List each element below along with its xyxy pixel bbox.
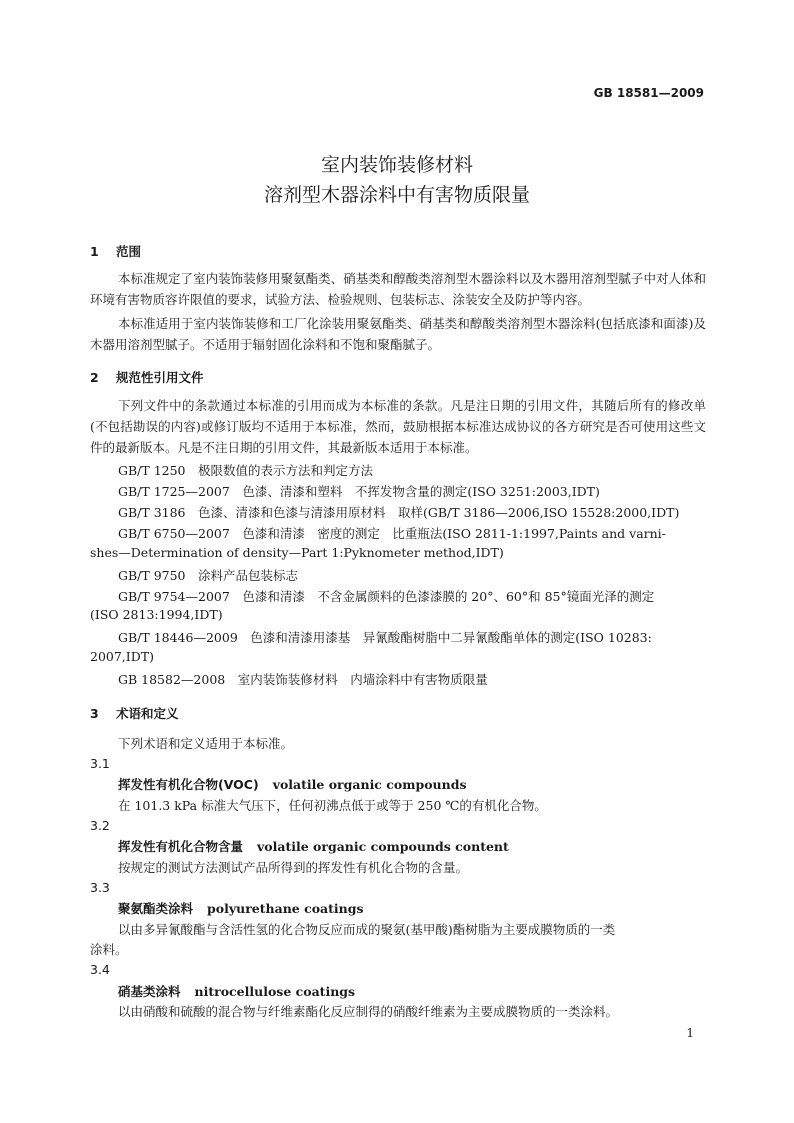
term-definition: 按规定的测试方法测试产品所得到的挥发性有机化合物的含量。 <box>118 860 469 875</box>
title-line-2: 溶剂型木器涂料中有害物质限量 <box>263 184 530 206</box>
term-definition: 以由多异氰酸酯与含活性氢的化合物反应而成的聚氨(基甲酸)酯树脂为主要成膜物质的一类 <box>118 922 616 937</box>
term-number: 3.2 <box>90 818 110 833</box>
term-zh: 聚氨酯类涂料 <box>118 901 194 916</box>
standard-number: GB 18581—2009 <box>593 86 704 100</box>
reference-line: GB/T 1250 极限数值的表示方法和判定方法 <box>118 463 374 478</box>
reference-line: GB/T 18446—2009 色漆和清漆用漆基 异氰酸酯树脂中二异氰酸酯单体的测定(ISO 10283: <box>118 630 652 645</box>
title-line-1: 室内装饰装修材料 <box>320 154 473 176</box>
section-number: 2 <box>90 370 99 385</box>
section-1-paragraph-2: 本标准适用于室内装饰装修和工厂化涂装用聚氨酯类、硝基类和醇酸类溶剂型木器涂料(包括底漆和面漆)及木器用溶剂型腻子。不适用于辐射固化涂料和不饱和聚酯腻子。 <box>90 316 706 352</box>
page-number: 1 <box>686 1026 694 1040</box>
section-number: 1 <box>90 244 99 259</box>
term-zh: 挥发性有机化合物含量 <box>118 839 244 854</box>
term-zh: 挥发性有机化合物(VOC) <box>118 777 259 792</box>
section-1-paragraph-1: 本标准规定了室内装饰装修用聚氨酯类、硝基类和醇酸类溶剂型木器涂料以及木器用溶剂型腻子中对人体和环境有害物质容许限值的要求，试验方法、检验规则、包装标志、涂装安全及防护等内容。 <box>90 271 706 307</box>
term-heading <box>118 899 364 917</box>
section-number: 3 <box>90 706 99 721</box>
term-heading <box>118 837 509 855</box>
section-title: 范围 <box>116 244 142 259</box>
reference-line: (ISO 2813:1994,IDT) <box>90 607 223 622</box>
section-2-heading <box>90 368 204 386</box>
reference-line: GB/T 3186 色漆、清漆和色漆与清漆用原材料 取样(GB/T 3186—2006,ISO 15528:2000,IDT) <box>118 505 680 520</box>
term-en: nitrocellulose coatings <box>194 984 356 999</box>
term-en: polyurethane coatings <box>207 901 364 916</box>
term-heading <box>118 982 355 1000</box>
term-heading <box>118 775 466 793</box>
reference-line: GB/T 6750—2007 色漆和清漆 密度的测定 比重瓶法(ISO 2811-1:1997,Paints and varni- <box>118 526 666 541</box>
section-3-heading <box>90 704 179 722</box>
term-definition: 以由硝酸和硫酸的混合物与纤维素酯化反应制得的硝酸纤维素为主要成膜物质的一类涂料。 <box>118 1004 619 1019</box>
term-en: volatile organic compounds <box>272 777 467 792</box>
reference-line: GB/T 9750 涂料产品包装标志 <box>118 568 299 583</box>
term-number: 3.4 <box>90 962 110 977</box>
term-number: 3.1 <box>90 756 110 771</box>
reference-line: GB/T 9754—2007 色漆和清漆 不含金属颜料的色漆漆膜的 20°、60°和 85°镜面光泽的测定 <box>118 589 655 604</box>
term-definition: 在 101.3 kPa 标准大气压下，任何初沸点低于或等于 250 ℃的有机化合物。 <box>118 798 547 813</box>
term-number: 3.3 <box>90 880 110 895</box>
section-title: 规范性引用文件 <box>116 370 204 385</box>
reference-line: GB 18582—2008 室内装饰装修材料 内墙涂料中有害物质限量 <box>118 672 488 687</box>
section-3-intro: 下列术语和定义适用于本标准。 <box>118 736 294 751</box>
section-2-paragraph-1: 下列文件中的条款通过本标准的引用而成为本标准的条款。凡是注日期的引用文件，其随后所有的修改单(不包括勘误的内容)或修订版均不适用于本标准，然而，鼓励根据本标准达成协议的各方研究是否可使用这些文件的最新版本。凡是不注日期的引用文件，其最新版本适用于本标准。 <box>90 398 706 455</box>
section-1-heading <box>90 242 141 260</box>
reference-line: 2007,IDT) <box>90 649 154 664</box>
term-definition-continued: 涂料。 <box>90 942 128 957</box>
section-title: 术语和定义 <box>116 706 179 721</box>
term-zh: 硝基类涂料 <box>118 984 181 999</box>
reference-line: GB/T 1725—2007 色漆、清漆和塑料 不挥发物含量的测定(ISO 3251:2003,IDT) <box>118 484 600 499</box>
term-en: volatile organic compounds content <box>257 839 509 854</box>
reference-line: shes—Determination of density—Part 1:Pyknometer method,IDT) <box>90 545 504 560</box>
